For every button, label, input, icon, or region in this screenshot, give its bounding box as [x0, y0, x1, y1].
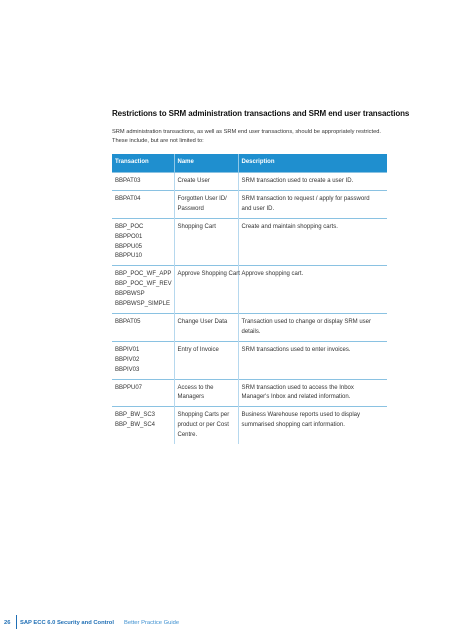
name-text: Change User Data: [177, 318, 228, 325]
intro-line: These include, but are not limited to:: [112, 138, 204, 145]
description-text: SRM transaction used to create a user ID.: [241, 178, 354, 184]
name-text: Create User: [177, 178, 210, 184]
header-description: Description: [238, 154, 387, 173]
transaction-text: BBPIV01: [115, 346, 140, 353]
intro-text: [112, 128, 382, 147]
header-transaction: Transaction: [112, 154, 174, 173]
cell-transaction: [112, 266, 174, 314]
footer-subtitle: Better Practice Guide: [124, 620, 180, 626]
transaction-text: BBPPU05: [115, 243, 143, 250]
cell-description: [238, 379, 387, 407]
header-name: Name: [174, 154, 238, 173]
transaction-text: BBPAT05: [115, 318, 141, 325]
cell-name: [174, 407, 238, 444]
transaction-text: BBPBWSP_SIMPLE: [115, 301, 171, 308]
description-text: and user ID.: [241, 205, 275, 212]
cell-description: [238, 313, 387, 341]
transaction-text: BBP_POC_WF_APP: [115, 271, 172, 278]
table-header-row: [112, 154, 387, 173]
cell-description: [238, 266, 387, 314]
cell-transaction: [112, 341, 174, 379]
table-row: [112, 379, 387, 407]
cell-transaction: [112, 379, 174, 407]
cell-name: [174, 266, 238, 314]
transaction-text: BBP_BW_SC4: [115, 422, 156, 429]
transaction-text: BBPPO01: [115, 233, 143, 240]
transactions-table: [112, 154, 387, 444]
description-text: Create and maintain shopping carts.: [241, 223, 338, 230]
description-text: SRM transaction used to access the Inbox: [241, 384, 354, 391]
description-text: SRM transactions used to enter invoices.: [241, 346, 351, 353]
cell-name: [174, 341, 238, 379]
cell-transaction: [112, 407, 174, 444]
transaction-text: BBPAT04: [115, 195, 141, 202]
cell-description: [238, 190, 387, 218]
cell-description: [238, 341, 387, 379]
name-text: Access to the: [177, 384, 214, 391]
description-text: Manager's Inbox and related information.: [241, 394, 351, 401]
transaction-text: BBPPU10: [115, 253, 143, 260]
cell-name: [174, 190, 238, 218]
cell-name: [174, 218, 238, 266]
table-row: [112, 266, 387, 314]
name-text: Entry of Invoice: [177, 346, 219, 353]
table-row: [112, 313, 387, 341]
cell-name: [174, 379, 238, 407]
transaction-text: BBPIV03: [115, 366, 140, 373]
footer-title: SAP ECC 6.0 Security and Control: [20, 620, 114, 626]
transaction-text: BBPIV02: [115, 356, 140, 363]
transaction-text: BBPBWSP: [115, 291, 145, 298]
transaction-text: BBP_BW_SC3: [115, 412, 156, 419]
cell-transaction: [112, 190, 174, 218]
description-text: details.: [241, 328, 261, 335]
table-row: [112, 190, 387, 218]
cell-transaction: [112, 173, 174, 191]
cell-transaction: [112, 313, 174, 341]
name-text: Forgotten User ID/: [177, 195, 227, 202]
cell-name: [174, 313, 238, 341]
cell-name: [174, 173, 238, 191]
cell-description: [238, 218, 387, 266]
section-title: Restrictions to SRM administration transactions and SRM end user transactions: [112, 109, 410, 118]
table-body: [112, 173, 387, 445]
transaction-text: BBP_POC_WF_REV: [115, 281, 172, 288]
intro-line: SRM administration transactions, as well as SRM end user transactions, should be appropriately restricted.: [112, 129, 382, 135]
cell-transaction: [112, 218, 174, 266]
table-row: [112, 407, 387, 444]
cell-description: [238, 173, 387, 191]
description-text: Business Warehouse reports used to display: [241, 412, 361, 419]
cell-description: [238, 407, 387, 444]
name-text: Password: [177, 205, 204, 212]
name-text: Shopping Cart: [177, 223, 216, 230]
name-text: Approve Shopping Cart: [177, 271, 240, 278]
description-text: summarised shopping cart information.: [241, 422, 345, 429]
name-text: product or per Cost: [177, 422, 229, 429]
transaction-text: BBP_POC: [115, 223, 144, 230]
transaction-text: BBPPU07: [115, 384, 143, 391]
name-text: Managers: [177, 394, 205, 401]
page-number: 26: [4, 620, 11, 626]
table-row: [112, 173, 387, 191]
transaction-text: BBPAT03: [115, 178, 141, 184]
table-row: [112, 341, 387, 379]
footer-divider: [16, 615, 17, 629]
description-text: SRM transaction to request / apply for password: [241, 195, 370, 202]
description-text: Approve shopping cart.: [241, 271, 304, 278]
name-text: Shopping Carts per: [177, 412, 230, 419]
description-text: Transaction used to change or display SRM user: [241, 318, 372, 325]
table-row: [112, 218, 387, 266]
name-text: Centre.: [177, 432, 198, 439]
